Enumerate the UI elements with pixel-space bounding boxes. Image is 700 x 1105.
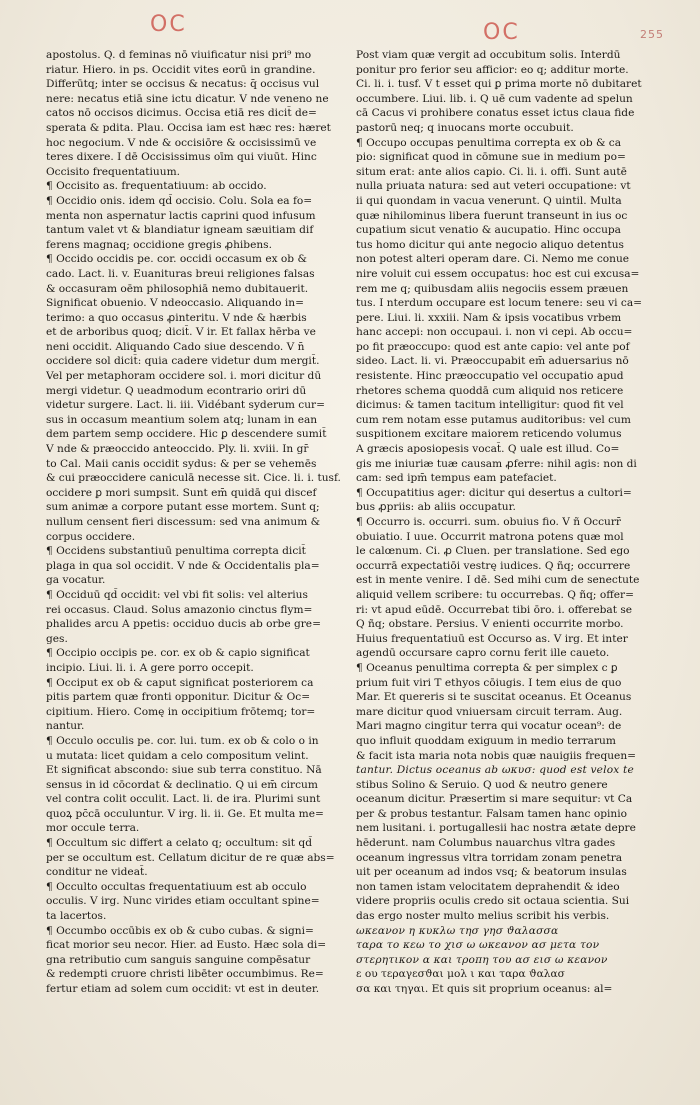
text-line: στερητικον α και τροπη του ασ εισ ω κεανον [356,953,608,966]
text-line: das ergo noster multo melius scribit his verbis. [356,910,610,923]
text-line: conditur ne videat̄. [46,866,148,879]
text-line: Ci. li. i. tusf. V t esset qui ꝑ prima morte nō dubitaret [356,78,642,91]
text-line: fertur etiam ad solem cum occidit: vt est in deuter. [46,983,320,995]
text-line: agendū occursare capro cornu ferit ille caueto. [356,647,610,660]
text-line: quoꝝ pc̄cā occuluntur. V irg. li. ii. Ge. Et multa me= [46,807,324,820]
text-line: pastorū neq; q inuocans morte occubuit. [356,121,574,134]
text-line: rhetores schema quoddā cum aliquid nos reticere [356,384,624,397]
text-line: Vel per metaphoram occidere sol. i. mori dicitur dū [46,370,322,383]
text-line: & occasuram oēm philosophiā nemo dubitauerit. [46,282,309,295]
text-line: ¶ Oceanus penultima correpta & per simplex c ꝑ [356,661,618,674]
text-line: mor occule terra. [46,822,140,835]
text-line: phalides arcu A ppetis: occiduo ducis ab orbe gre= [46,618,321,631]
text-line: cā Cacus vi prohibere conatus esset ictus claua fide [356,107,635,120]
text-line: occulis. V irg. Nunc virides etiam occultant spine= [46,895,320,908]
text-line: cado. Lact. li. v. Euanituras breui religiones falsas [46,267,315,280]
text-line: ferens magnaq; occidione gregis ꝓhibens. [46,238,272,251]
text-line: tus. I nterdum occupare est locum tenere: seu vi ca= [356,297,643,310]
text-line: Q ñq; obstare. Persius. V enienti occurrite morbo. [356,618,624,631]
text-line: sus in occasum meantium solem atq; lunam in ean [46,413,318,426]
text-line: catos nō occisos dicimus. Occisa etiā res dicit̄ de= [46,107,317,120]
text-line: occurrā expectatiōi vestrę iudices. Q ñq; occurrere [356,559,631,572]
text-line: est in mente venire. I dē. Sed mihi cum de senectute [356,574,640,587]
margin-annotation-right: OC [483,20,520,45]
text-line: mergi videtur. Q ueadmodum econtrario oriri dū [46,384,307,397]
text-line: ficat morior seu necor. Hier. ad Eusto. Hæc sola di= [46,939,327,952]
text-line: situm erat: ante alios capio. Ci. li. i. offi. Sunt autē [356,165,627,178]
text-line: quæ nihilominus libera fuerunt transeunt in ius oc [356,209,628,222]
text-line: po fit præoccupo: quod est ante capio: vel ante pof [356,340,630,353]
text-line: cipitium. Hiero. Comę in occipitium frōtemq; tor= [46,705,316,718]
text-line: tantur. Dictus oceanus ab ωκυσ: quod est velox te [356,764,634,777]
text-line: hēderunt. nam Columbus nauarchus vltra gades [356,837,616,850]
text-line: bus ꝓpriis: ab aliis occupatur. [356,501,516,514]
text-line: incipio. Liui. li. i. A gere porro occepit. [46,661,254,674]
folio-number: 255 [640,28,664,41]
text-line: & redempti cruore christi libēter occumbimus. Re= [46,968,324,981]
text-line: & facit ista maria nota nobis quæ nauigiis frequen= [356,749,637,762]
text-line: sperata & pdita. Plau. Occisa iam est hæc res: hæret [46,121,331,134]
left-text-column [46,48,354,997]
text-line: Mari magno cingitur terra qui vocatur ocean⁹: de [356,720,622,733]
text-line: uit per oceanum ad indos vsq; & beatorum insulas [356,866,627,879]
text-line: aliquid vellem scribere: tu occurrebas. Q ñq; offer= [356,588,634,601]
text-line: Post viam quæ vergit ad occubitum solis. Interdū [356,49,621,61]
text-line: stibus Solino & Seruio. Q uod & neutro genere [356,778,608,791]
text-line: ¶ Occipio occipis pe. cor. ex ob & capio significat [46,647,310,660]
text-line: riatur. Hiero. in ps. Occidit vites eorū in grandine. [46,63,316,76]
text-line: Significat obuenio. V ndeoccasio. Aliquando in= [46,297,304,310]
text-line: ¶ Occultum sic differt a celato q; occultum: sit qd̄ [46,837,312,850]
text-line: pitis partem quæ fronti opponitur. Dicitur & Oc= [46,691,311,704]
text-line: gis me iniuriæ tuæ causam ꝓferre: nihil agis: non di [356,457,637,470]
text-line: oceanum dicitur. Præsertim si mare sequitur: vt Ca [356,793,633,806]
text-line: nantur. [46,720,85,733]
text-line: A græcis aposiopesis vocat̄. Q uale est illud. Co= [356,443,620,456]
text-line: non tamen istam velocitatem deprahendit & ideo [356,880,620,893]
text-line: nem lusitani. i. portugallesii hac nostra ætate depre [356,822,636,835]
text-line: occumbere. Liui. lib. i. Q uē cum vadente ad spelun [356,92,633,105]
text-line: Occisito frequentatiuum. [46,165,180,178]
text-line: ¶ Occumbo occūbis ex ob & cubo cubas. & signi= [46,924,314,937]
text-line: ταρα το κεω το χισ ω ωκεανον ασ μετα τον [356,939,600,952]
text-line: u mutata: licet quidam a celo compositum velint. [46,749,309,762]
text-line: ¶ Occidio onis. idem qd̄ occisio. Colu. Sola ea fo= [46,194,313,207]
text-line: menta non aspernatur lactis caprini quod infusum [46,209,316,222]
text-line: gna retributio cum sanguis sanguine compēsatur [46,953,311,966]
text-line: ¶ Occulo occulis pe. cor. lui. tum. ex ob & colo o in [46,734,319,747]
text-line: ¶ Occulto occultas frequentatiuum est ab occulo [46,880,307,893]
text-line: sideo. Lact. li. vi. Præoccupabit em̄ aduersarius nō [356,355,629,368]
text-line: occidere ꝑ mori sumpsit. Sunt em̄ quidā qui discef [46,486,317,499]
text-line: sum animæ a corpore putant esse mortem. Sunt q; [46,501,320,514]
text-line: ¶ Occiduū qd̄ occidit: vel vbi fit solis: vel alterius [46,588,308,601]
margin-annotation-left: OC [150,12,187,37]
text-line: resistente. Hinc præoccupatio vel occupatio apud [356,370,624,383]
text-line: ¶ Occido occidis pe. cor. occidi occasum ex ob & [46,253,307,266]
text-line: ¶ Occupo occupas penultima correpta ex ob & ca [356,136,622,149]
text-line: videre propriis oculis credo sit octaua scientia. Sui [356,895,630,908]
text-line: hoc negocium. V nde & occisiōre & occisissimū ve [46,136,317,149]
text-line: vel contra colit occulit. Lact. li. de ira. Plurimi sunt [46,793,321,806]
text-line: ges. [46,632,68,645]
text-line: ri: vt apud eūdē. Occurrebat tibi ōro. i. offerebat se [356,603,633,616]
text-line: cam: sed ipm̄ tempus eam patefaciet. [356,472,557,485]
text-line: mare dicitur quod vniuersam circuit terram. Aug. [356,705,623,718]
text-line: ta lacertos. [46,910,107,923]
text-line: quo influit quoddam exiguum in medio terrarum [356,734,616,747]
text-line: dicimus: & tamen tacitum intelligitur: quod fit vel [356,399,624,412]
text-line: & cui præoccidere caniculā necesse sit. Cice. li. i. tusf. [46,472,341,485]
text-line: occidere sol dicit̄: quia cadere videtur dum mergit̄. [46,355,320,368]
text-line: terimo: a quo occasus ꝓinteritu. V nde & hærbis [46,311,307,324]
right-text-column [356,48,664,997]
text-line: oceanum ingressus vltra torridam zonam penetra [356,851,623,864]
text-line: plaga in qua sol occidit. V nde & Occidentalis pla= [46,559,320,572]
text-line: Et significat abscondo: siue sub terra constituo. Nā [46,764,322,777]
text-line: ¶ Occidens substantiuū penultima correpta dicit̄ [46,545,306,558]
text-line: nulla priuata natura: sed aut veteri occupatione: vt [356,180,631,193]
text-line: ponitur pro ferior seu afficior: eo q; additur morte. [356,63,629,76]
text-line: le calœnum. Ci. ꝓ Cluen. per translatione. Sed ego [356,545,630,558]
text-line: videtur surgere. Lact. li. iii. Vidébant syderum cur= [46,399,325,412]
text-line: teres dixere. I dē Occisissimus oīm qui viuūt. Hinc [46,151,317,164]
text-line: ¶ Occupatitius ager: dicitur qui desertus a cultori= [356,486,632,499]
text-line: et de arboribus quoq; dicit̄. V ir. Et fallax hērba ve [46,326,316,339]
text-line: cum rem notam esse putamus auditoribus: vel cum [356,413,631,426]
text-line: per & probus testantur. Falsam tamen hanc opinio [356,807,627,820]
text-line: σα και τηγαι. Et quis sit proprium oceanus: al= [356,983,613,995]
text-line: tantum valet vt & blandiatur igneam sæuitiam dif [46,224,314,237]
text-line: sensus in id cōcordat & declinatio. Q ui em̄ circum [46,778,318,791]
text-line: cupatium sicut venatio & aucupatio. Hinc occupa [356,224,621,237]
text-line: V nde & præoccido anteoccido. Ply. li. xviii. In gr̄ [46,443,309,456]
text-line: apostolus. Q. d feminas nō viuificatur nisi pri⁹ mo [46,49,312,61]
text-line: ¶ Occurro is. occurri. sum. obuius fio. V ñ Occurr̄ [356,516,621,528]
text-line: nere: necatus etiā sine ictu dicatur. V nde veneno ne [46,92,329,105]
text-line: Differūtq; inter se occisus & necatus: q̄ occisus vul [46,78,320,91]
text-line: to Cal. Maii canis occidit sydus: & per se vehemēs [46,457,317,470]
text-line: nire voluit cui essem occupatus: hoc est cui excusa= [356,267,640,280]
text-line: suspitionem excitare maiorem reticendo volumus [356,428,622,441]
text-line: neni occidit. Aliquando Cado siue descendo. V n̄ [46,340,305,353]
text-line: ii qui quondam in vacua venerunt. Q uintil. Multa [356,194,622,207]
text-line: Huius frequentatiuū est Occurso as. V irg. Et inter [356,632,628,645]
text-line: ε ου τεραγεσϑαι μολ ι και ταρα ϑαλασ [356,968,565,981]
text-line: non potest alteri operam dare. Ci. Nemo me conue [356,253,630,266]
text-line: pio: significat quod in cōmune sue in medium po= [356,151,626,164]
text-line: ¶ Occisito as. frequentatiuum: ab occido. [46,180,267,193]
text-line: per se occultum est. Cellatum dicitur de re quæ abs= [46,851,335,864]
text-line: hanc accepi: non occupaui. i. non vi cepi. Ab occu= [356,326,633,339]
text-line: pere. Liui. li. xxxiii. Nam & ipsis vocatibus vrbem [356,311,622,324]
text-line: prium fuit viri T ethyos cōiugis. I tem eius de quo [356,676,622,689]
text-line: nullum censent fieri discessum: sed vna animum & [46,516,321,528]
text-line: Mar. Et quereris si te suscitat oceanus. Et Oceanus [356,691,632,704]
text-line: ¶ Occiput ex ob & caput significat posteriorem ca [46,676,314,689]
text-line: ωκεανον η κυκλω τησ γησ ϑαλασσα [356,924,559,937]
text-line: corpus occidere. [46,530,136,543]
text-line: tus homo dicitur qui ante negocio aliquo detentus [356,238,624,251]
text-line: rei occasus. Claud. Solus amazonio cinctus flym= [46,603,313,616]
text-line: obuiatio. I uue. Occurrit matrona potens quæ mol [356,530,624,543]
text-line: dem partem semp occidere. Hic ꝑ descendere sumit̄ [46,428,327,441]
text-line: ga vocatur. [46,574,106,587]
text-line: rem me q; quibusdam aliis negociis essem præuen [356,282,629,295]
